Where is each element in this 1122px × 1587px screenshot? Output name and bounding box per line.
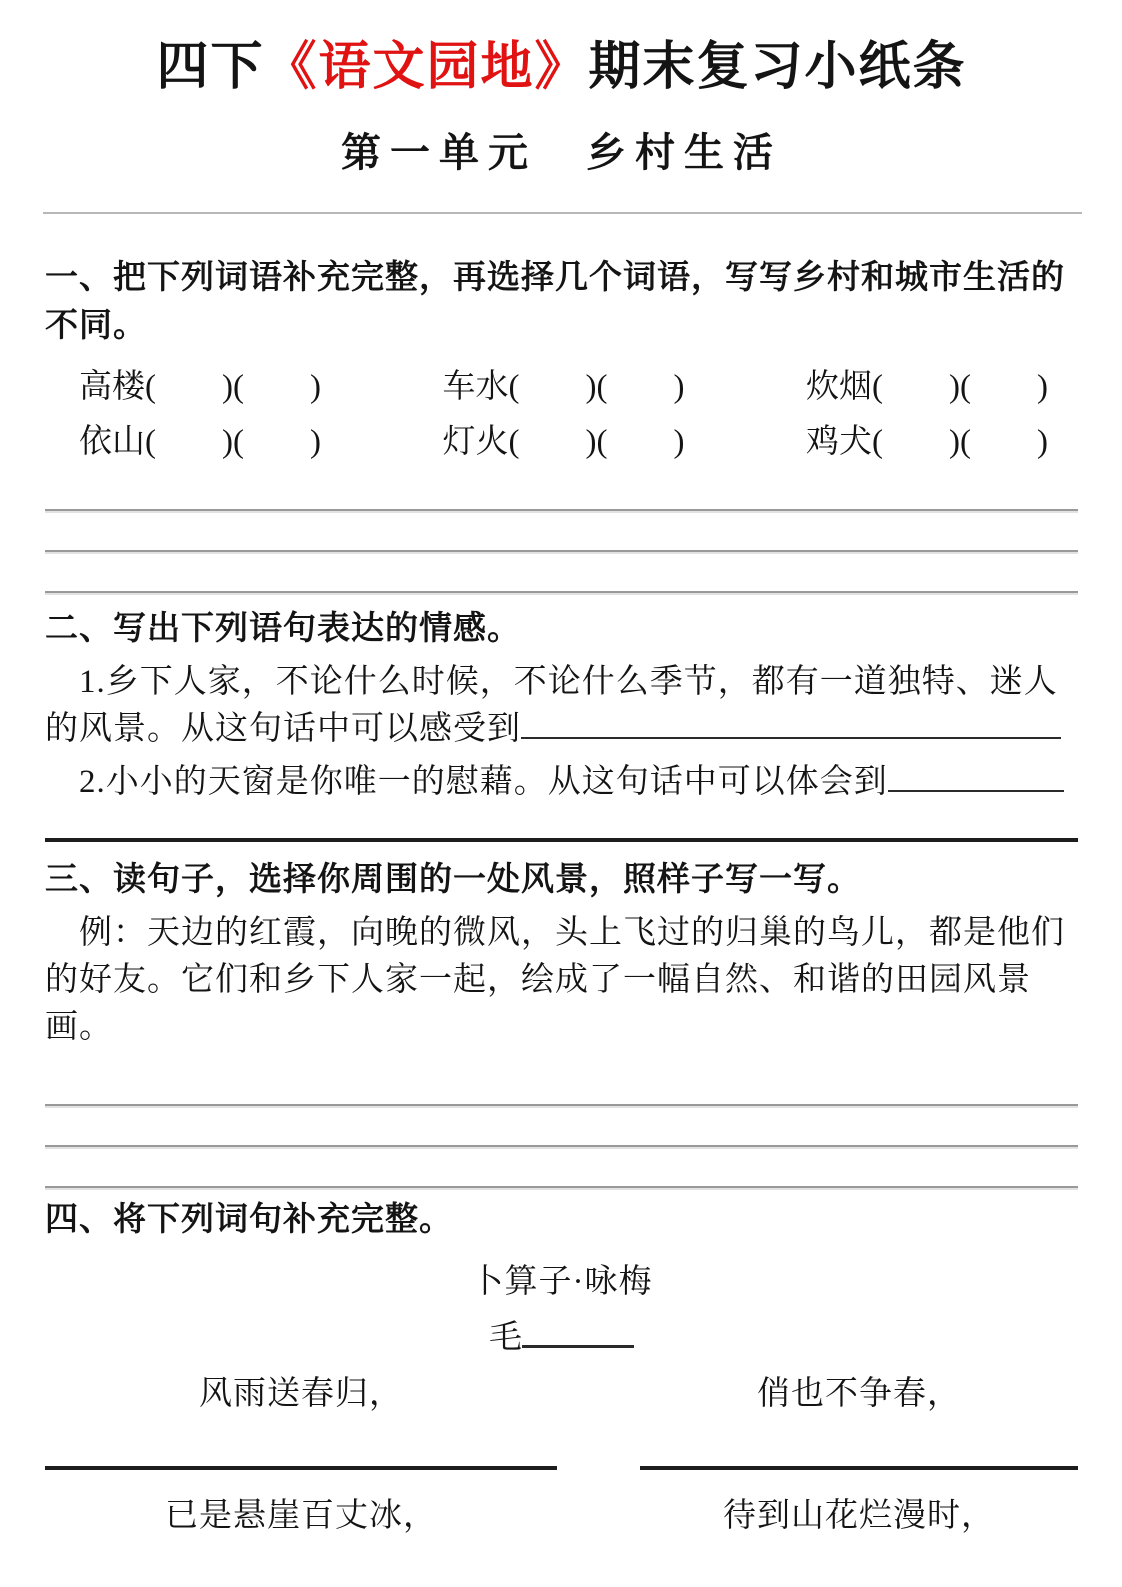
poem-author-prefix: 毛 xyxy=(489,1320,522,1356)
answer-line xyxy=(45,1065,1078,1106)
poem-line: 待到山花烂漫时， xyxy=(723,1498,995,1534)
word-blank-cell xyxy=(806,360,1048,415)
word-blank-cell xyxy=(806,415,1048,470)
section-two xyxy=(45,605,1078,842)
item-1-text: 1.乡下人家，不论什么时候，不论什么季节，都有一道独特、迷人的风景。从这句话中可以感受到 xyxy=(45,664,1058,747)
poem-line: 已是悬崖百丈冰， xyxy=(165,1498,437,1534)
poem-column-right xyxy=(640,1374,1078,1587)
answer-line xyxy=(45,1147,1078,1188)
section-four xyxy=(45,1196,1078,1587)
word-blank-cell xyxy=(443,360,685,415)
page-title-highlight: 《语文园地》 xyxy=(264,39,589,96)
item-2-answer-blank xyxy=(888,786,1064,792)
section-one-answer-lines xyxy=(45,470,1078,593)
poem-line: 风雨送春归， xyxy=(199,1376,403,1412)
section-three-heading: 三、读句子，选择你周围的一处风景，照样子写一写。 xyxy=(45,862,861,898)
poem-answer-line xyxy=(640,1466,1078,1470)
word-blank-cell xyxy=(79,415,321,470)
page-title-prefix: 四下 xyxy=(156,39,265,96)
word-stem: 高楼 xyxy=(79,369,145,405)
item-2-text: 2.小小的天窗是你唯一的慰藉。从这句话中可以体会到 xyxy=(79,764,888,800)
section-one xyxy=(45,254,1078,593)
word-stem: 车水 xyxy=(442,369,509,405)
poem-column-left xyxy=(45,1374,557,1587)
word-blank-parens: ( )( ) xyxy=(508,369,685,405)
poem-line: 俏也不争春， xyxy=(757,1376,961,1412)
page-title xyxy=(45,38,1078,98)
item-1-answer-blank xyxy=(521,733,1061,739)
word-blank-parens: ( )( ) xyxy=(508,424,685,460)
word-blank-cell xyxy=(79,360,321,415)
item-2-continuation-line xyxy=(45,838,1078,842)
section-three-example: 例：天边的红霞，向晚的微风，头上飞过的归巢的鸟儿，都是他们的好友。它们和乡下人家一起，绘成了一幅自然、和谐的田园风景画。 xyxy=(45,915,1065,1045)
section-three-answer-lines xyxy=(45,1065,1078,1188)
header-divider xyxy=(43,212,1082,214)
answer-line xyxy=(45,511,1078,552)
word-stem: 炊烟 xyxy=(806,369,873,405)
word-blank-parens: ( )( ) xyxy=(872,369,1048,405)
poem-grid xyxy=(45,1374,1078,1587)
poem-author-line xyxy=(45,1316,1078,1360)
word-blank-parens: ( )( ) xyxy=(872,424,1048,460)
answer-line xyxy=(45,470,1078,511)
poem-answer-line xyxy=(45,1466,557,1470)
section-four-heading: 四、将下列词句补充完整。 xyxy=(45,1202,453,1238)
answer-line xyxy=(45,552,1078,593)
word-blank-row xyxy=(45,360,1078,415)
word-blank-parens: ( )( ) xyxy=(145,369,321,405)
answer-line xyxy=(45,1106,1078,1147)
section-two-item-2 xyxy=(45,759,1078,806)
section-two-item-1 xyxy=(45,659,1078,753)
section-two-heading: 二、写出下列语句表达的情感。 xyxy=(45,611,521,647)
unit-subtitle: 第一单元 乡村生活 xyxy=(341,130,782,175)
page-title-suffix: 期末复习小纸条 xyxy=(588,39,967,96)
word-blank-row xyxy=(45,415,1078,470)
poem-title: 卜算子·咏梅 xyxy=(470,1264,653,1300)
word-blank-cell xyxy=(443,415,685,470)
word-blank-parens: ( )( ) xyxy=(145,424,321,460)
word-stem: 灯火 xyxy=(442,424,509,460)
poem-author-blank xyxy=(522,1342,634,1348)
section-three xyxy=(45,856,1078,1188)
word-stem: 依山 xyxy=(79,424,145,460)
section-one-heading: 一、把下列词语补充完整，再选择几个词语，写写乡村和城市生活的不同。 xyxy=(45,260,1065,344)
word-stem: 鸡犬 xyxy=(806,424,873,460)
